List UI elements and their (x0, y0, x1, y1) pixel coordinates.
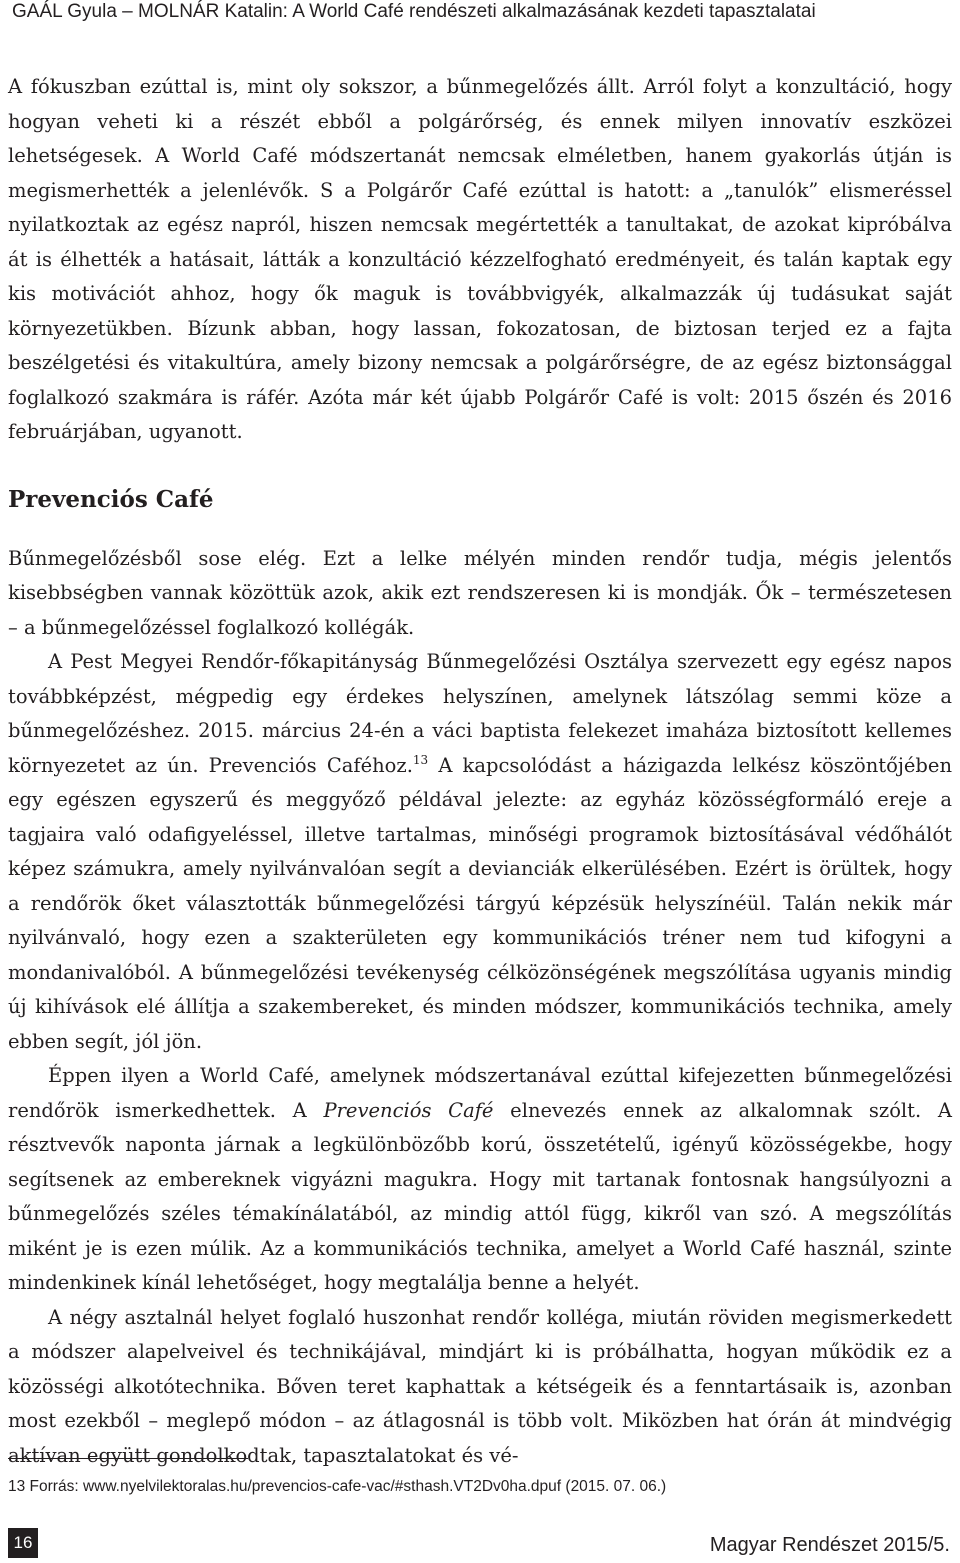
paragraph-3-text-b: elnevezés ennek az alkalomnak szólt. A résztvevők naponta járnak a legkülönbözőbb korú, összetételű, igényű közösségekbe, hogy segítsenek az embereknek vigyázni magukra. Hogy mit tartanak fontosnak hangsúlyozni a bűnmegelőzés széles témakínálatából, az mindig attól függ, kikről van szó. A megszólítás miként je is ezen múlik. Az a kommunikációs technika, amelyet a World Café használ, szinte mindenkinek kínál lehetőséget, hogy megtalálja benne a helyét. (8, 1098, 952, 1294)
article-body (8, 70, 952, 1473)
footnote-reference: 13 (412, 752, 429, 767)
footnote-divider (8, 1458, 248, 1459)
running-head: GAÁL Gyula – MOLNÁR Katalin: A World Café rendészeti alkalmazásának kezdeti tapasztalatai (12, 1, 816, 22)
intro-paragraph: A fókuszban ezúttal is, mint oly sokszor, a bűnmegelőzés állt. Arról folyt a konzultáció, hogy hogyan veheti ki a részét ebből a polgárőrség, és ennek milyen innovatív eszközei lehetségesek. A World Café módszertanát nemcsak elméletben, hanem gyakorlás útján is megismerhették a jelenlévők. S a Polgárőr Café ezúttal is hatott: a „tanulók” elismeréssel nyilatkoztak az egész napról, hiszen nemcsak megértették a tanultakat, de azokat kipróbálva át is élhették a hatásait, látták a konzultáció kézzelfogható eredményeit, és talán kaptak egy kis motivációt ahhoz, hogy ők maguk is továbbvigyék, alkalmazzák új tudásukat saját környezetükben. Bízunk abban, hogy lassan, fokozatosan, de biztosan terjed ez a fajta beszélgetési és vitakultúra, amely bizony nemcsak a polgárőrségre, de az egész biztonsággal foglalkozó szakmára is ráfér. Azóta már két újabb Polgárőr Café is volt: 2015 őszén és 2016 februárjában, ugyanott. (8, 75, 952, 443)
paragraph-3-text-a: Éppen ilyen a World Café, amelynek módszertanával ezúttal kifejezetten bűnmegelőzési rendőrök ismerkedhettek. A (8, 1064, 952, 1122)
paragraph-3 (8, 1059, 952, 1301)
paragraph-3-italic-term: Prevenciós Café (323, 1098, 494, 1122)
journal-name: Magyar Rendészet 2015/5. (709, 1534, 950, 1556)
section-heading: Prevenciós Café (8, 485, 214, 513)
paragraph-4: A négy asztalnál helyet foglaló huszonhat rendőr kolléga, miután röviden megismerkedett a módszer alapelveivel és technikájával, mindjárt ki is próbálhatta, hogyan működik ez a közösségi alkotótechnika. Bőven teret kaphattak a kétségeik és a fenntartásaik is, azonban most ezekből – meglepő módon – az átlagosnál is több volt. Miközben hat órán át mindvégig aktívan együtt gondolkodtak, tapasztalatokat és vé- (8, 1305, 952, 1467)
page-number: 16 (8, 1528, 38, 1558)
paragraph-1: Bűnmegelőzésből sose elég. Ezt a lelke mélyén minden rendőr tudja, mégis jelentős kisebbségben vannak közöttük azok, akik ezt rendszeresen ki is mondják. Ők – természetesen – a bűnmegelőzéssel foglalkozó kollégák. (8, 546, 952, 639)
paragraph-2-text-a: A Pest Megyei Rendőr-főkapitányság Bűnmegelőzési Osztálya szervezett egy egész napos továbbképzést, mégpedig egy érdekes helyszínen, amelynek látszólag semmi köze a bűnmegelőzéshez. 2015. március 24-én a váci baptista felekezet imaháza biztosított kellemes környezetet az ún. Prevenciós Caféhoz. (8, 650, 952, 777)
paragraph-2-text-b: A kapcsolódást a házigazda lelkész köszöntőjében egy egészen egyszerű és meggyőző példával jelezte: az egyház közösségformáló ereje a tagjaira való odafigyeléssel, illetve tartalmas, minőségi programok biztosításával védőhálót képez számukra, amely nyilvánvalóan segít a devianciák elkerülésében. Ezért is örültek, hogy a rendőrök őket választották bűnmegelőzési tárgyú képzésük helyszínéül. Talán nekik már nyilvánvaló, hogy ezen a szakterületen egy kommunikációs tréner nem tud kifogyni a mondanivalóból. A bűnmegelőzési tevékenység célközönségének megszólítása ugyanis mindig új kihívások elé állítja a szakembereket, és minden módszer, kommunikációs technika, amely ebben segít, jól jön. (8, 753, 953, 1053)
paragraph-2 (8, 645, 952, 1059)
footnote: 13 Forrás: www.nyelvilektoralas.hu/prevencios-cafe-vac/#sthash.VT2Dv0ha.dpuf (2015. 07. 06.) (8, 1478, 667, 1495)
